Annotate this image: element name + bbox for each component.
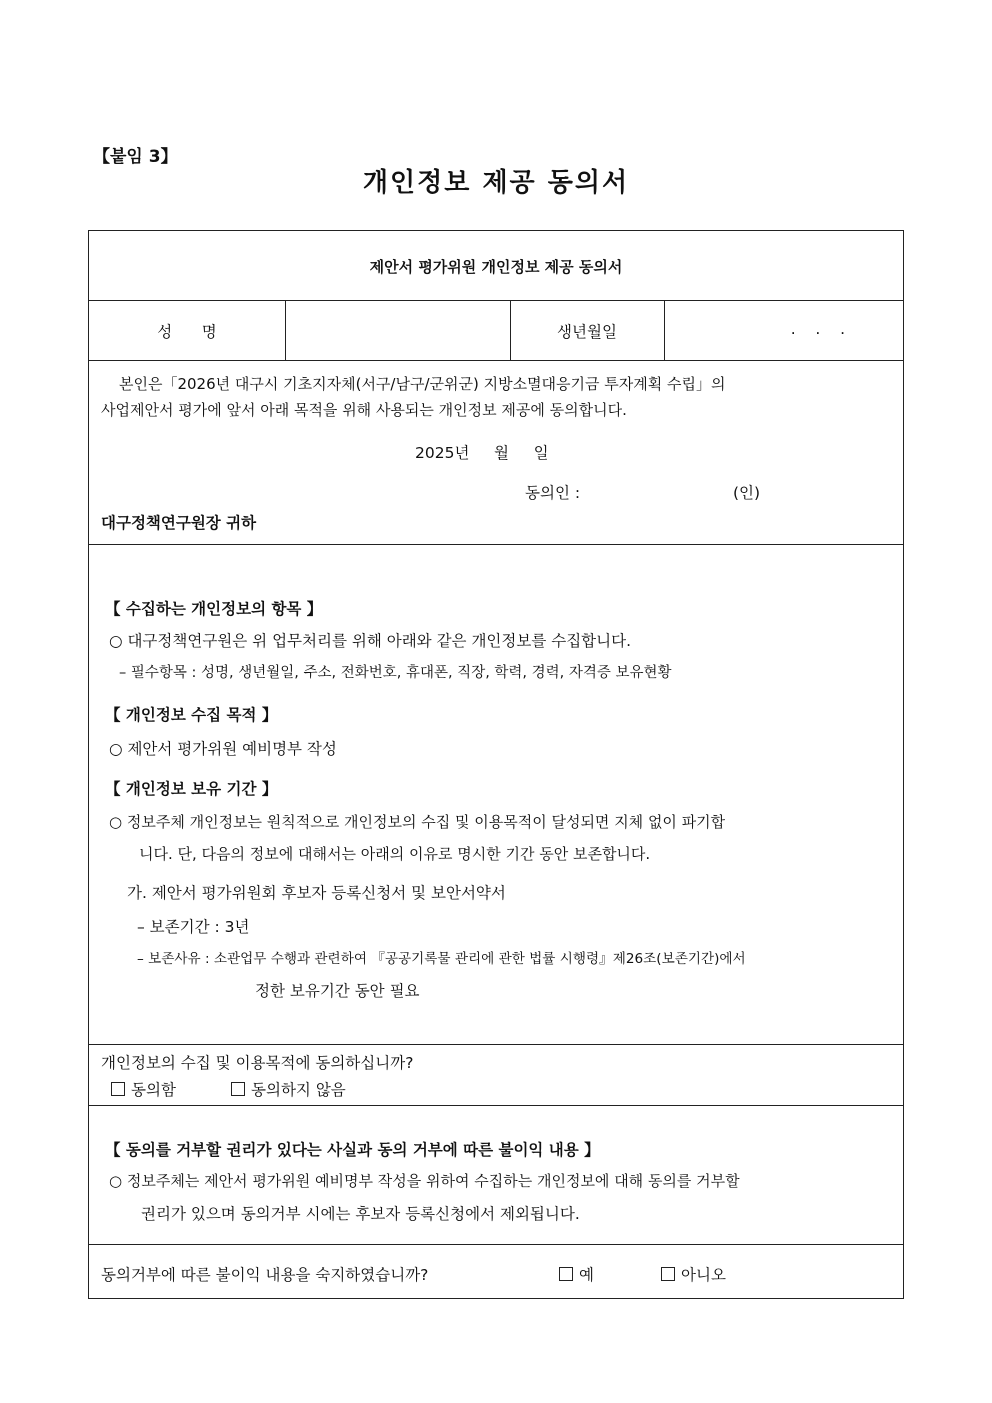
purpose-heading: 【 개인정보 수집 목적 】 [105, 706, 278, 724]
yes-label: 예 [579, 1266, 594, 1284]
retention-line-2: 니다. 단, 다음의 정보에 대해서는 아래의 이유로 명시한 기간 동안 보존합니다. [139, 845, 651, 863]
form-header: 제안서 평가위원 개인정보 제공 동의서 [369, 258, 623, 276]
name-label: 성 명 [157, 323, 217, 341]
refusal-heading: 【 동의를 거부할 권리가 있다는 사실과 동의 거부에 따른 불이익 내용 】 [105, 1141, 600, 1159]
refusal-line-1: ○ 정보주체는 제안서 평가위원 예비명부 작성을 위하여 수집하는 개인정보에 대해 동의를 거부할 [109, 1172, 740, 1190]
acknowledge-question: 동의거부에 따른 불이익 내용을 숙지하였습니까? [101, 1266, 429, 1284]
birth-field[interactable]: . . . [790, 320, 845, 338]
purpose-line-1: ○ 제안서 평가위원 예비명부 작성 [109, 740, 337, 758]
retention-line-5: – 보존사유 : 소관업무 수행과 관련하여 『공공기록물 관리에 관한 법률 시행령』제26조(보존기간)에서 [137, 951, 746, 967]
signer-label: 동의인 : [525, 484, 581, 502]
attachment-label: 【붙임 3】 [93, 147, 178, 167]
disagree-label: 동의하지 않음 [251, 1081, 346, 1099]
items-line-1: ○ 대구정책연구원은 위 업무처리를 위해 아래와 같은 개인정보를 수집합니다. [109, 632, 632, 650]
info-detail-row [89, 545, 903, 1045]
items-heading: 【 수집하는 개인정보의 항목 】 [105, 600, 323, 618]
agree-checkbox[interactable] [111, 1082, 125, 1096]
yes-checkbox[interactable] [559, 1267, 573, 1281]
yes-option[interactable] [559, 1263, 594, 1285]
addressee: 대구정책연구원장 귀하 [101, 514, 257, 532]
disagree-option[interactable] [231, 1078, 346, 1100]
acknowledge-question-row [89, 1245, 903, 1299]
consent-question-row [89, 1045, 903, 1106]
consent-question: 개인정보의 수집 및 이용목적에 동의하십니까? [101, 1054, 414, 1072]
consent-form [88, 230, 904, 1299]
identity-row [89, 301, 903, 361]
retention-line-1: ○ 정보주체 개인정보는 원칙적으로 개인정보의 수집 및 이용목적이 달성되면 지체 없이 파기합 [109, 813, 726, 831]
consent-line-2: 사업제안서 평가에 앞서 아래 목적을 위해 사용되는 개인정보 제공에 동의합니다. [101, 401, 627, 419]
consent-statement-row [89, 361, 903, 545]
items-line-2: – 필수항목 : 성명, 생년월일, 주소, 전화번호, 휴대폰, 직장, 학력, 경력, 자격증 보유현황 [119, 665, 672, 681]
no-checkbox[interactable] [661, 1267, 675, 1281]
date-line: 2025년 월 일 [415, 444, 549, 462]
refusal-row [89, 1106, 903, 1245]
agree-label: 동의함 [131, 1081, 176, 1099]
retention-line-4: – 보존기간 : 3년 [137, 918, 250, 936]
birth-label: 생년월일 [557, 323, 617, 341]
retention-heading: 【 개인정보 보유 기간 】 [105, 780, 278, 798]
disagree-checkbox[interactable] [231, 1082, 245, 1096]
no-option[interactable] [661, 1263, 726, 1285]
retention-line-3: 가. 제안서 평가위원회 후보자 등록신청서 및 보안서약서 [127, 884, 506, 902]
seal-mark: (인) [733, 484, 761, 502]
name-field[interactable] [286, 301, 510, 359]
refusal-line-2: 권리가 있으며 동의거부 시에는 후보자 등록신청에서 제외됩니다. [141, 1205, 580, 1223]
consent-line-1: 본인은「2026년 대구시 기초지자체(서구/남구/군위군) 지방소멸대응기금 투자계획 수립」의 [119, 375, 726, 393]
retention-line-6: 정한 보유기간 동안 필요 [255, 982, 420, 1000]
no-label: 아니오 [681, 1266, 726, 1284]
form-header-row [89, 231, 903, 301]
document-title: 개인정보 제공 동의서 [362, 168, 630, 198]
agree-option[interactable] [111, 1078, 176, 1100]
